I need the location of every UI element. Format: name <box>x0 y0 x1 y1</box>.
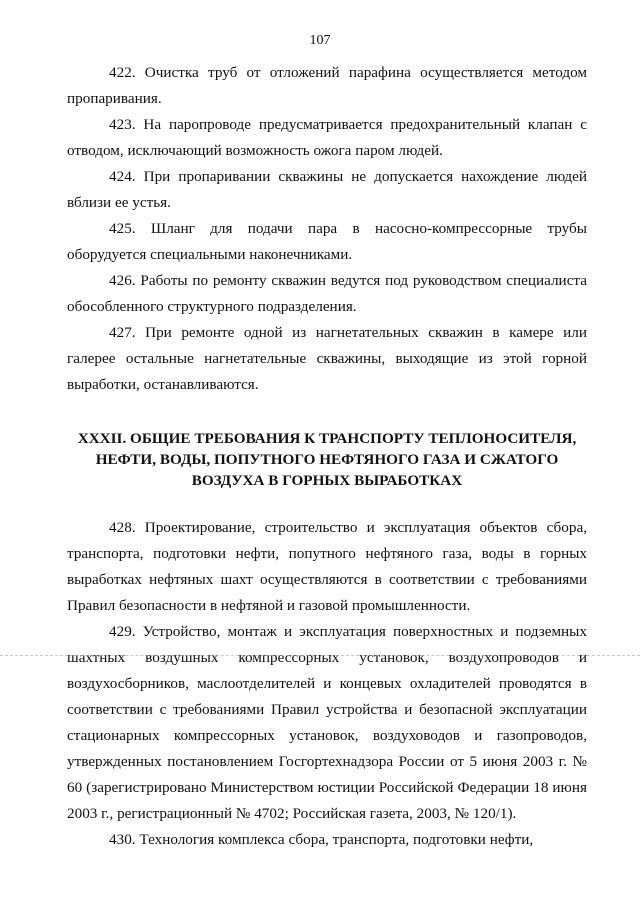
scan-artifact-line <box>0 655 640 656</box>
paragraph-426: 426. Работы по ремонту скважин ведутся под руководством специалиста обособленного структурного подразделения. <box>67 272 587 315</box>
paragraph-428: 428. Проектирование, строительство и эксплуатация объектов сбора, транспорта, подготовки нефти, попутного нефтяного газа, воды в горных выработках нефтяных шахт осуществляются в соответствии с требованиями Правил безопасности в нефтяной и газовой промышленности. <box>67 519 587 614</box>
paragraph-424: 424. При пропаривании скважины не допускается нахождение людей вблизи ее устья. <box>67 168 587 211</box>
paragraph-425: 425. Шланг для подачи пара в насосно-компрессорные трубы оборудуется специальными наконечниками. <box>67 220 587 263</box>
page-number: 107 <box>309 33 331 48</box>
paragraph-423: 423. На паропроводе предусматривается предохранительный клапан с отводом, исключающий возможность ожога паром людей. <box>67 116 587 159</box>
section-heading: XXXII. ОБЩИЕ ТРЕБОВАНИЯ К ТРАНСПОРТУ ТЕПЛОНОСИТЕЛЯ, НЕФТИ, ВОДЫ, ПОПУТНОГО НЕФТЯНОГО ГАЗА И СЖАТОГО ВОЗДУХА В ГОРНЫХ ВЫРАБОТКАХ <box>77 430 577 489</box>
paragraph-429: 429. Устройство, монтаж и эксплуатация поверхностных и подземных шахтных воздушных компрессорных установок, воздухопроводов и воздухосборников, маслоотделителей и концевых охладителей проводятся в соответствии с требованиями Правил устройства и безопасной эксплуатации стационарных компрессорных установок, воздуховодов и газопроводов, утвержденных постановлением Госгортехнадзора России от 5 июня 2003 г. № 60 (зарегистрировано Министерством юстиции Российской Федерации 18 июня 2003 г., регистрационный № 4702; Российская газета, 2003, № 120/1). <box>67 623 587 822</box>
paragraph-422: 422. Очистка труб от отложений парафина осуществляется методом пропаривания. <box>67 64 587 107</box>
document-body <box>67 60 587 853</box>
paragraph-427: 427. При ремонте одной из нагнетательных скважин в камере или галерее остальные нагнетательные скважины, выходящие из этой горной выработки, останавливаются. <box>67 324 587 393</box>
paragraph-430: 430. Технология комплекса сбора, транспорта, подготовки нефти, <box>109 831 534 848</box>
